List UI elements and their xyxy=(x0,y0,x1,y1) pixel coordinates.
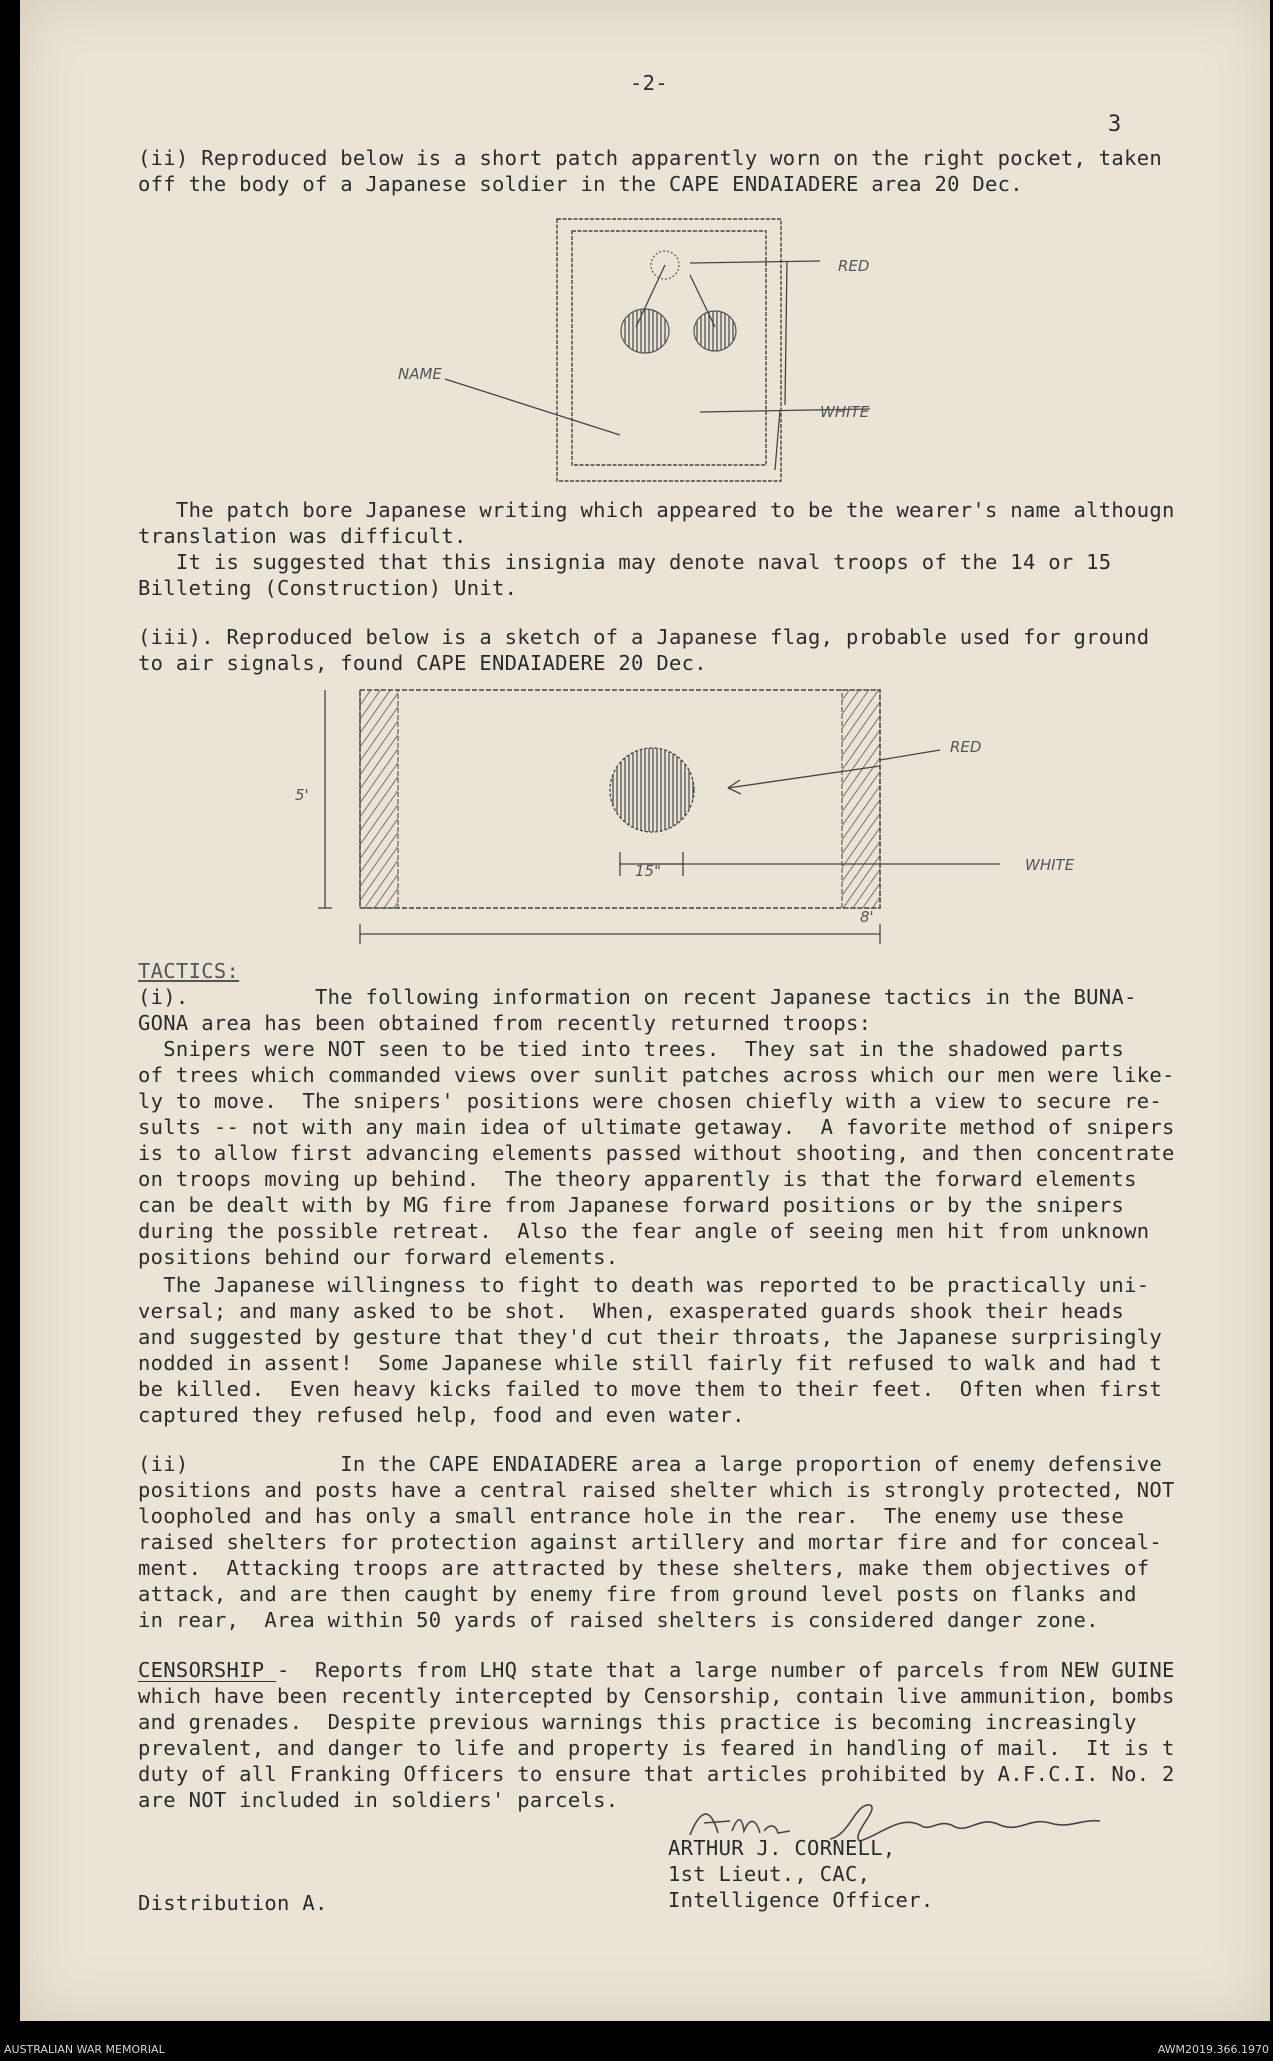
flag-label-dim-circle: 15" xyxy=(635,862,661,880)
text-line: loopholed and has only a small entrance hole in the rear. The enemy use these xyxy=(138,1504,1125,1528)
flag-label-white: WHITE xyxy=(1025,856,1075,874)
text-line: It is suggested that this insignia may denote naval troops of the 14 or 15 xyxy=(138,550,1112,574)
flag-sketch xyxy=(260,680,1140,950)
page-number: -2- xyxy=(630,71,668,95)
signatory-rank: 1st Lieut., CAC, xyxy=(668,1862,871,1886)
patch-label-red: RED xyxy=(838,257,870,275)
text-line: translation was difficult. xyxy=(138,524,467,548)
text-line: The patch bore Japanese writing which appeared to be the wearer's name althougn xyxy=(138,498,1175,522)
text-line: versal; and many asked to be shot. When, exasperated guards shook their heads xyxy=(138,1299,1125,1323)
patch-sketch xyxy=(320,205,940,490)
margin-mark: 3 xyxy=(1108,112,1122,137)
censorship-underline xyxy=(138,1681,276,1682)
text-line: sults -- not with any main idea of ultimate getaway. A favorite method of snipers xyxy=(138,1115,1175,1139)
text-line: (ii) In the CAPE ENDAIADERE area a large proportion of enemy defensive xyxy=(138,1452,1163,1476)
text-line: and suggested by gesture that they'd cut their throats, the Japanese surprisingly xyxy=(138,1325,1163,1349)
text-line: CENSORSHIP - Reports from LHQ state that a large number of parcels from NEW GUINE xyxy=(138,1658,1175,1682)
text-line: (ii) Reproduced below is a short patch apparently worn on the right pocket, taken xyxy=(138,146,1163,170)
text-line: positions behind our forward elements. xyxy=(138,1245,619,1269)
flag-label-dim-height: 5' xyxy=(295,786,309,804)
text-line: during the possible retreat. Also the fear angle of seeing men hit from unknown xyxy=(138,1219,1150,1243)
footer-left: AUSTRALIAN WAR MEMORIAL xyxy=(4,2043,165,2056)
text-line: raised shelters for protection against artillery and mortar fire and for conceal- xyxy=(138,1530,1163,1554)
text-line: to air signals, found CAPE ENDAIADERE 20 Dec. xyxy=(138,651,707,675)
tactics-heading: TACTICS: xyxy=(138,959,240,983)
document-page xyxy=(20,0,1270,2021)
flag-label-red: RED xyxy=(950,738,982,756)
text-line: The Japanese willingness to fight to death was reported to be practically uni- xyxy=(138,1273,1150,1297)
text-line: Snipers were NOT seen to be tied into trees. They sat in the shadowed parts xyxy=(138,1037,1125,1061)
text-line: GONA area has been obtained from recently returned troops: xyxy=(138,1011,872,1035)
text-line: nodded in assent! Some Japanese while still fairly fit refused to walk and had t xyxy=(138,1351,1163,1375)
text-line: duty of all Franking Officers to ensure that articles prohibited by A.F.C.I. No. 2 xyxy=(138,1762,1175,1786)
signatory-title: Intelligence Officer. xyxy=(668,1888,934,1912)
text-line: is to allow first advancing elements passed without shooting, and then concentrate xyxy=(138,1141,1175,1165)
text-line: attack, and are then caught by enemy fire from ground level posts on flanks and xyxy=(138,1582,1137,1606)
text-line: which have been recently intercepted by Censorship, contain live ammunition, bombs xyxy=(138,1684,1175,1708)
signatory-name: ARTHUR J. CORNELL, xyxy=(668,1836,896,1860)
patch-label-white: WHITE xyxy=(820,403,870,421)
text-line: and grenades. Despite previous warnings this practice is becoming increasingly xyxy=(138,1710,1137,1734)
flag-label-dim-width: 8' xyxy=(860,908,874,926)
text-line: are NOT included in soldiers' parcels. xyxy=(138,1788,619,1812)
text-line: positions and posts have a central raised shelter which is strongly protected, NOT xyxy=(138,1478,1175,1502)
patch-label-name: NAME xyxy=(398,365,442,383)
distribution-line: Distribution A. xyxy=(138,1891,328,1915)
text-line: be killed. Even heavy kicks failed to move them to their feet. Often when first xyxy=(138,1377,1163,1401)
text-line: off the body of a Japanese soldier in the CAPE ENDAIADERE area 20 Dec. xyxy=(138,172,1023,196)
text-line: prevalent, and danger to life and property is feared in handling of mail. It is t xyxy=(138,1736,1175,1760)
text-line: on troops moving up behind. The theory apparently is that the forward elements xyxy=(138,1167,1137,1191)
footer-right: AWM2019.366.1970 xyxy=(1157,2043,1269,2056)
text-line: (i). The following information on recent Japanese tactics in the BUNA- xyxy=(138,985,1137,1009)
text-line: Billeting (Construction) Unit. xyxy=(138,576,518,600)
text-line: captured they refused help, food and even water. xyxy=(138,1403,745,1427)
text-line: in rear, Area within 50 yards of raised shelters is considered danger zone. xyxy=(138,1608,1099,1632)
text-line: of trees which commanded views over sunlit patches across which our men were like- xyxy=(138,1063,1175,1087)
text-line: (iii). Reproduced below is a sketch of a Japanese flag, probable used for ground xyxy=(138,625,1150,649)
text-line: can be dealt with by MG fire from Japanese forward positions or by the snipers xyxy=(138,1193,1125,1217)
text-line: ment. Attacking troops are attracted by these shelters, make them objectives of xyxy=(138,1556,1150,1580)
text-line: ly to move. The snipers' positions were chosen chiefly with a view to secure re- xyxy=(138,1089,1163,1113)
